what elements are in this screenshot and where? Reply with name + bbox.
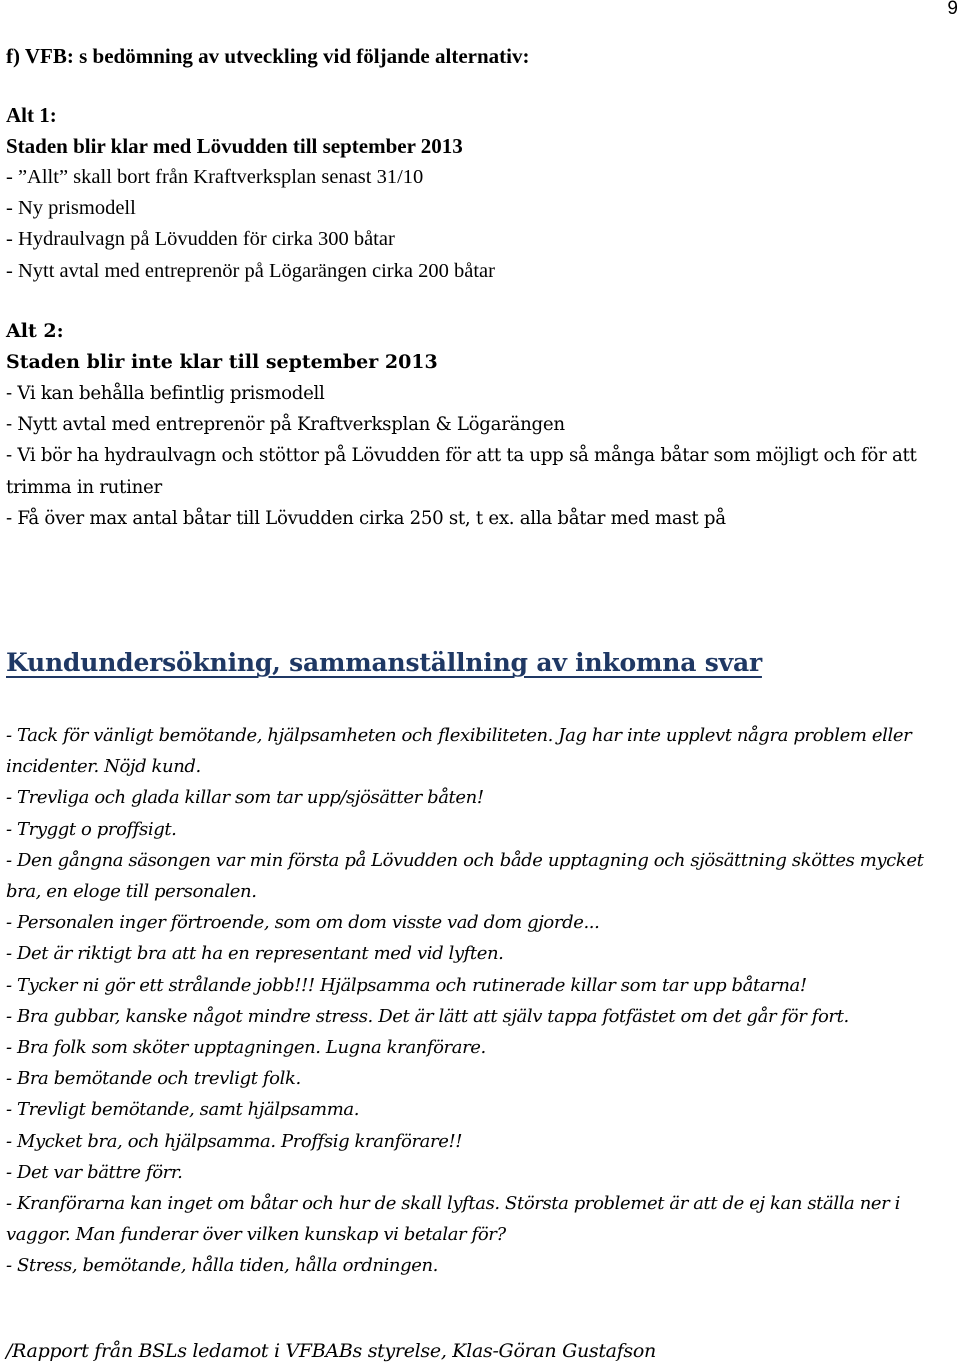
survey-response: - Personalen inger förtroende, som om dom visste vad dom gjorde... (6, 912, 600, 934)
alternative-2 (6, 316, 951, 534)
alt-2-subtitle: Staden blir inte klar till september 2013 (6, 351, 438, 373)
alt-2-line: - Vi kan behålla befintlig prismodell (6, 383, 325, 404)
survey-response: - Kranförarna kan inget om båtar och hur de skall lyftas. Största problemet är att de ej kan ställa ner i vaggor. Man funderar över vilken kunskap vi betalar för? (6, 1193, 901, 1246)
alt-2-line: - Vi bör ha hydraulvagn och stöttor på Lövudden för att ta upp så många båtar som möjligt och för att trimma in rutiner (6, 445, 917, 498)
survey-response: - Den gångna säsongen var min första på Lövudden och både upptagning och sjösättning sköttes mycket bra, en eloge till personalen. (6, 849, 924, 903)
survey-response: - Trevliga och glada killar som tar upp/sjösätter båten! (6, 787, 484, 809)
alt-1-line: - Nytt avtal med entreprenör på Lögarängen cirka 200 båtar (6, 259, 495, 282)
survey-response: - Bra folk som sköter upptagningen. Lugna kranförare. (6, 1037, 486, 1059)
survey-response: - Det var bättre förr. (6, 1161, 183, 1183)
survey-response: - Mycket bra, och hjälpsamma. Proffsig kranförare!! (6, 1130, 463, 1152)
alt-1-subtitle: Staden blir klar med Lövudden till september 2013 (6, 134, 463, 158)
alt-1-title: Alt 1: (6, 103, 57, 127)
alt-1-line: - Hydraulvagn på Lövudden för cirka 300 båtar (6, 228, 395, 251)
survey-response: - Tack för vänligt bemötande, hjälpsamheten och flexibiliteten. Jag har inte upplevt några problem eller incidenter. Nöjd kund. (6, 725, 912, 778)
survey-response: - Bra bemötande och trevligt folk. (6, 1068, 301, 1090)
report-footer: /Rapport från BSLs ledamot i VFBABs styrelse, Klas-Göran Gustafson (6, 1340, 656, 1362)
survey-response-list (6, 720, 956, 1282)
survey-response: - Tycker ni gör ett strålande jobb!!! Hjälpsamma och rutinerade killar som tar upp båtarna! (6, 974, 807, 996)
alt-2-line: - Nytt avtal med entreprenör på Kraftverksplan & Lögarängen (6, 414, 565, 436)
page-number: 9 (947, 0, 958, 19)
alt-1-line: - ”Allt” skall bort från Kraftverksplan senast 31/10 (6, 166, 424, 188)
survey-response: - Det är riktigt bra att ha en representant med vid lyften. (6, 943, 504, 965)
survey-heading: Kundundersökning, sammanställning av inkomna svar (6, 648, 762, 677)
survey-response: - Trevligt bemötande, samt hjälpsamma. (6, 1099, 360, 1121)
alt-2-line: - Få över max antal båtar till Lövudden cirka 250 st, t ex. alla båtar med mast på (6, 507, 726, 529)
survey-response: - Tryggt o proffsigt. (6, 818, 177, 840)
survey-response: - Stress, bemötande, hålla tiden, hålla ordningen. (6, 1255, 438, 1277)
alt-2-title: Alt 2: (6, 320, 64, 342)
section-heading: f) VFB: s bedömning av utveckling vid följande alternativ: (6, 44, 530, 68)
alt-1-line: - Ny prismodell (6, 197, 136, 220)
alternative-1 (6, 100, 495, 287)
survey-response: - Bra gubbar, kanske något mindre stress. Det är lätt att själv tappa fotfästet om det går för fort. (6, 1005, 849, 1027)
